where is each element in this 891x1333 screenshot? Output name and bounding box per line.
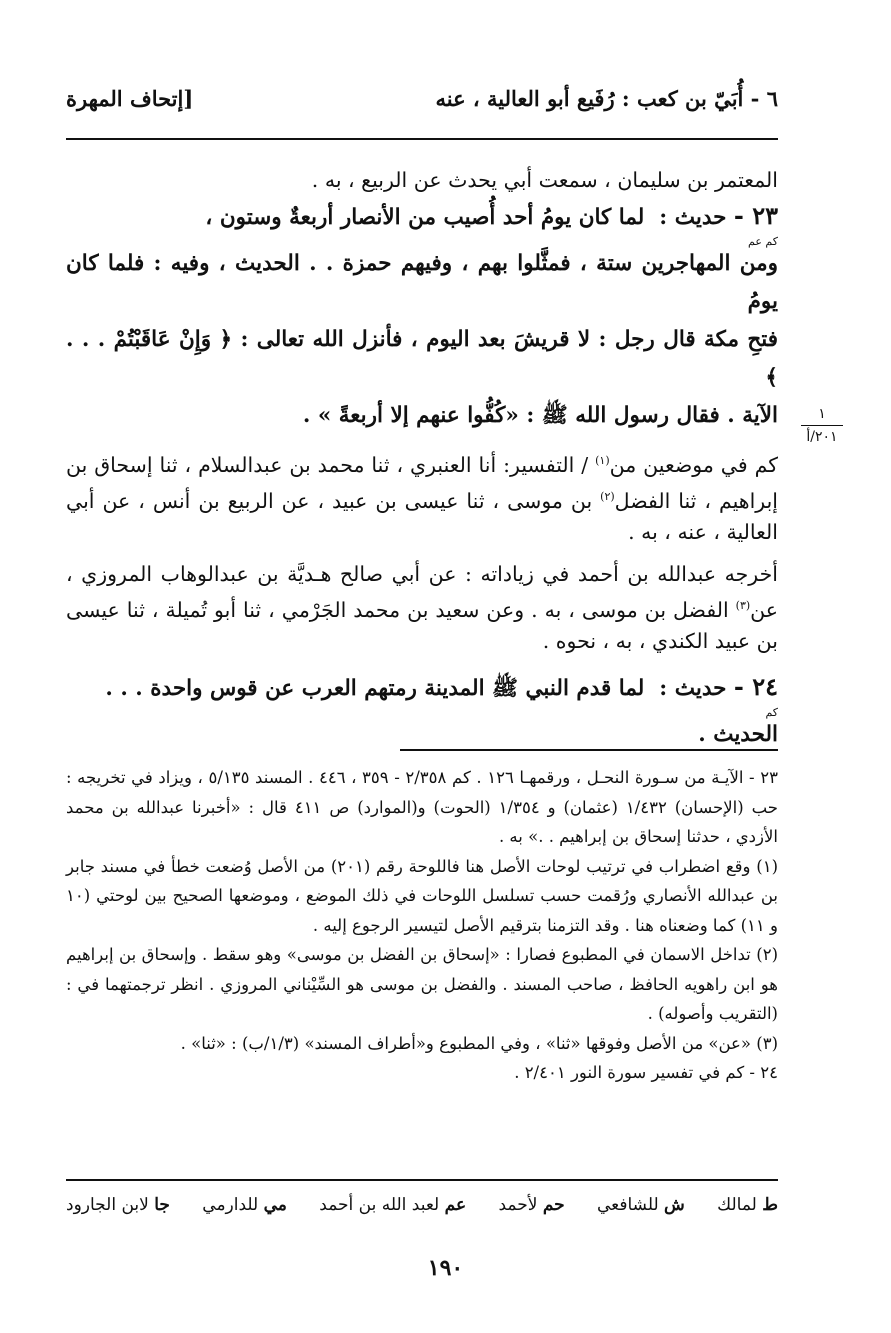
abbreviations-key xyxy=(66,1195,778,1215)
hadith-23-source-marker: كم عم xyxy=(748,234,778,248)
page-number: ١٩٠ xyxy=(427,1255,464,1281)
footnote-ref-1: (١) xyxy=(595,453,610,467)
paragraph-kam xyxy=(66,445,778,549)
hadith-23-text-4: الآية . فقال رسول الله ﷺ : «كُفُّوا عنهم إلا أربعةً » . xyxy=(302,402,778,428)
chapter-title: ٦ - أُبَيّ بن كعب : رُفَيع أبو العالية ، عنه xyxy=(435,86,778,111)
hadith-24-source-marker: كم xyxy=(765,705,778,719)
footnote-2: (٢) تداخل الاسمان في المطبوع فصارا : «إسحاق بن الفضل بن موسى» وهو سقط . وإسحاق بن إبراهيم هو ابن راهويه الحافظ ، صاحب المسند . والفضل بن موسى هو السِّيْناني المروزي . انظر ترجمتهما في : (التقريب وأصوله) . xyxy=(66,945,778,1023)
paragraph-abdullah xyxy=(66,559,778,658)
margin-note-divider xyxy=(801,425,843,426)
hadith-24 xyxy=(66,668,778,754)
hadith-23-label: حديث : xyxy=(659,204,727,230)
hadith-24-text-2: الحديث . xyxy=(698,721,778,747)
footnote-divider xyxy=(400,749,778,751)
footnote-1: (١) وقع اضطراب في ترتيب لوحات الأصل هنا فاللوحة رقم (٢٠١) من الأصل وُضعت خطأ في مسند جابر بن عبدالله الأنصاري ورُقمت حسب تسلسل اللوحات في ذلك الموضع ، وموضعها الصحيح بين لوحتي (١٠ و ١١) كما وضعناه هنا . وقد التزمنا بترقيم الأصل لتيسير الرجوع إليه . xyxy=(66,856,778,935)
abdullah-text-b: الفضل بن موسى ، به . وعن سعيد بن محمد الجَرْمي ، ثنا أبو تُميلة ، ثنا عيسى بن عبيد الكندي ، به ، نحوه . xyxy=(66,597,778,654)
abbreviations-divider xyxy=(66,1179,778,1181)
footnote-23: ٢٣ - الآيـة من سـورة النحـل ، ورقمهـا ١٢٦ . كم ٢/٣٥٨ - ٣٥٩ ، ٤٤٦ . المسند ٥/١٣٥ ، ويزاد في تخريجه : حب (الإحسان) ١/٤٣٢ (عثمان) و ١/٣٥٤ (الحوت) و(الموارد) ص ٤١١ قال : «أخبرنا عبدالله بن محمد الأزدي ، حدثنا إسحاق بن إبراهيم . .» به . xyxy=(66,768,779,846)
margin-note-top: ١ xyxy=(818,406,826,422)
kam-text-b: / التفسير: أنا العنبري ، ثنا محمد بن عبدالسلام ، ثنا إسحاق بن إبراهيم ، ثنا الفضل xyxy=(66,452,778,513)
margin-note-bottom: ٢٠١/أ xyxy=(806,429,838,445)
continuation-line: المعتمر بن سليمان ، سمعت أبي يحدث عن الربيع ، به . xyxy=(311,168,778,192)
kam-text-c: بن موسى ، ثنا عيسى بن عبيد ، عن الربيع بن أنس ، عن أبي العالية ، عنه ، به . xyxy=(66,488,778,545)
footnotes xyxy=(66,763,778,1088)
kam-text-a: كم في موضعين من xyxy=(609,452,778,477)
abbrev-item: جا لابن الجارود xyxy=(66,1195,170,1215)
hadith-23-number: ٢٣ - xyxy=(733,200,778,230)
footnote-ref-3: (٣) xyxy=(735,599,751,613)
main-text xyxy=(66,165,778,754)
abbrev-item: مي للدارمي xyxy=(202,1195,287,1215)
footnote-ref-2: (٢) xyxy=(600,489,615,503)
hadith-24-line-1 xyxy=(66,668,778,708)
header-divider xyxy=(66,138,778,140)
hadith-23 xyxy=(66,197,778,435)
hadith-23-line-1 xyxy=(66,197,778,237)
book-title: [إتحاف المهرة xyxy=(66,86,194,111)
hadith-23-text-1: لما كان يومُ أحد أُصيب من الأنصار أربعةٌ وستون ، xyxy=(205,204,645,230)
abbrev-item: ش للشافعي xyxy=(596,1195,685,1215)
abbrev-item: حم لأحمد xyxy=(498,1195,565,1215)
hadith-23-text-3: فتحِ مكة قال رجل : لا قريشَ بعد اليوم ، فأنزل الله تعالى : ﴿ وَإِنْ عَاقَبْتُمْ . . . ﴾ xyxy=(66,326,778,390)
hadith-23-text-2: ومن المهاجرين ستة ، فمثَّلوا بهم ، وفيهم حمزة . . الحديث ، وفيه : فلما كان يومُ xyxy=(66,250,778,314)
hadith-24-number: ٢٤ - xyxy=(733,671,778,701)
running-header xyxy=(66,86,778,120)
margin-folio-note xyxy=(797,405,847,446)
hadith-24-text-1: لما قدم النبي ﷺ المدينة رمتهم العرب عن قوس واحدة . . . xyxy=(105,675,645,701)
abbrev-item: ط لمالك xyxy=(717,1195,778,1215)
abdullah-text-a: أخرجه عبدالله بن أحمد في زياداته : عن أبي صالح هـديَّة بن عبدالوهاب المروزي ، عن xyxy=(66,561,778,622)
footnote-24: ٢٤ - كم في تفسير سورة النور ٢/٤٠١ . xyxy=(514,1063,778,1082)
footnote-3: (٣) «عن» من الأصل وفوقها «ثنا» ، وفي المطبوع و«أطراف المسند» (١/٣/ب) : «ثنا» . xyxy=(180,1033,778,1053)
hadith-24-label: حديث : xyxy=(659,675,727,701)
abbrev-item: عم لعبد الله بن أحمد xyxy=(319,1195,467,1215)
